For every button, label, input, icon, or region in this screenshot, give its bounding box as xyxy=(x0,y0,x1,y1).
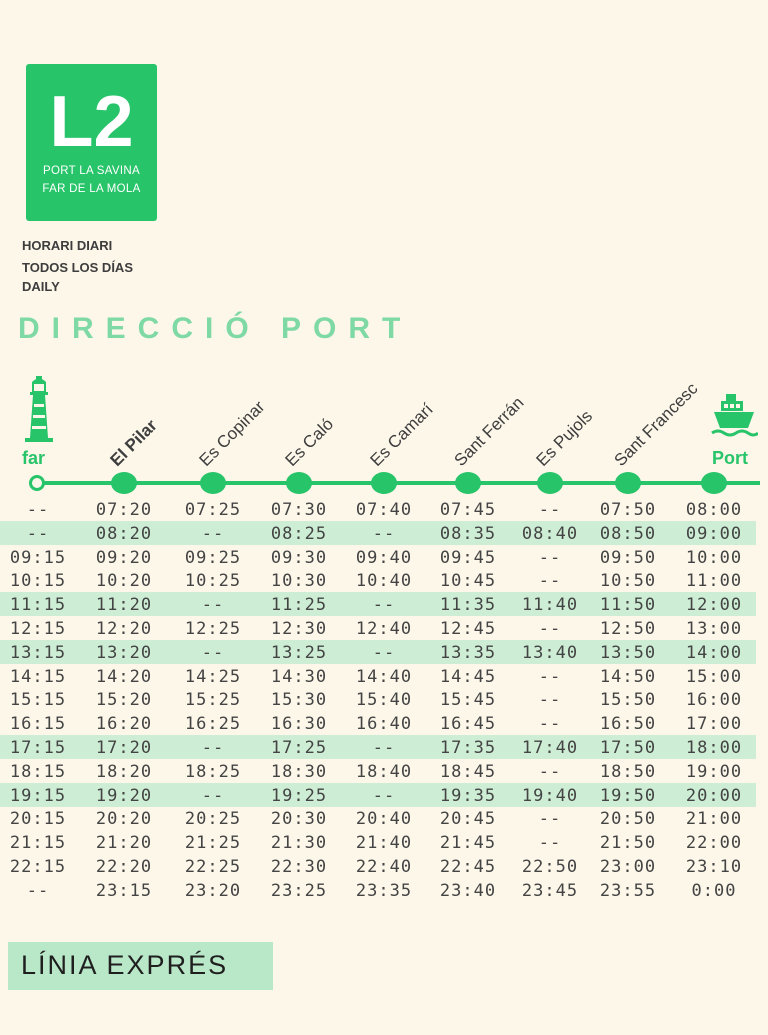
time-cell: 13:25 xyxy=(270,642,328,663)
time-cell: 20:00 xyxy=(685,785,743,806)
time-cell: 07:30 xyxy=(270,500,328,520)
time-cell: 11:25 xyxy=(270,595,328,616)
time-cell: 17:20 xyxy=(95,738,153,758)
time-cell: 10:30 xyxy=(270,571,328,592)
time-cell: 18:20 xyxy=(95,761,153,782)
time-cell: 17:00 xyxy=(685,714,743,735)
time-cell: 09:40 xyxy=(355,547,413,568)
time-cell: 21:45 xyxy=(439,833,497,854)
time-cell: 09:20 xyxy=(95,547,153,568)
express-line-label: LÍNIA EXPRÉS xyxy=(21,950,229,980)
time-cell: -- xyxy=(538,809,562,830)
time-cell: 19:25 xyxy=(270,785,328,806)
time-cell: -- xyxy=(26,500,50,520)
time-cell: 20:40 xyxy=(355,809,413,830)
stop-dot xyxy=(200,472,226,494)
time-cell: 20:20 xyxy=(95,809,153,830)
time-cell: 14:30 xyxy=(270,666,328,687)
time-cell: 20:30 xyxy=(270,809,328,830)
time-cell: 10:15 xyxy=(9,571,67,592)
time-cell: 18:50 xyxy=(599,761,657,782)
time-cell: 23:45 xyxy=(521,880,579,901)
time-cell: 18:00 xyxy=(685,738,743,758)
time-cell: 0:00 xyxy=(691,880,737,901)
stop-label-es-caló: Es Caló xyxy=(281,414,338,470)
time-cell: 16:00 xyxy=(685,690,743,711)
stop-label-es-copinar: Es Copinar xyxy=(195,397,269,470)
time-cell: 10:00 xyxy=(685,547,743,568)
time-cell: 16:25 xyxy=(184,714,242,735)
time-cell: 22:15 xyxy=(9,857,67,877)
time-cell: 13:20 xyxy=(95,642,153,663)
time-cell: 17:40 xyxy=(521,738,579,758)
time-cell: 17:15 xyxy=(9,738,67,758)
time-cell: 19:00 xyxy=(685,761,743,782)
time-cell: 12:50 xyxy=(599,619,657,639)
stop-dot xyxy=(286,472,312,494)
time-cell: 21:30 xyxy=(270,833,328,854)
time-cell: 09:45 xyxy=(439,547,497,568)
time-cell: 15:00 xyxy=(685,666,743,687)
time-cell: 09:25 xyxy=(184,547,242,568)
time-cell: -- xyxy=(372,785,396,806)
schedule-label-en: DAILY xyxy=(22,279,60,294)
ship-icon xyxy=(710,392,758,440)
time-cell: -- xyxy=(538,714,562,735)
stop-dot xyxy=(701,472,727,494)
time-cell: 21:40 xyxy=(355,833,413,854)
time-cell: 11:20 xyxy=(95,595,153,616)
time-cell: -- xyxy=(26,523,50,544)
time-cell: -- xyxy=(538,666,562,687)
time-cell: 07:50 xyxy=(599,500,657,520)
time-cell: 15:40 xyxy=(355,690,413,711)
time-cell: 22:30 xyxy=(270,857,328,877)
time-cell: 22:20 xyxy=(95,857,153,877)
time-cell: 11:50 xyxy=(599,595,657,616)
time-cell: 07:40 xyxy=(355,500,413,520)
time-cell: 12:45 xyxy=(439,619,497,639)
time-cell: 10:25 xyxy=(184,571,242,592)
time-cell: 19:35 xyxy=(439,785,497,806)
time-cell: 08:50 xyxy=(599,523,657,544)
route-name-line1: PORT LA SAVINA xyxy=(43,165,140,177)
time-cell: 07:20 xyxy=(95,500,153,520)
time-cell: 17:50 xyxy=(599,738,657,758)
time-cell: -- xyxy=(538,690,562,711)
time-cell: 14:45 xyxy=(439,666,497,687)
time-cell: 15:20 xyxy=(95,690,153,711)
lighthouse-icon xyxy=(22,374,56,444)
time-cell: 14:00 xyxy=(685,642,743,663)
stop-label-es-camarí: Es Camarí xyxy=(366,399,437,470)
stop-label-el-pilar: El Pilar xyxy=(106,415,161,470)
time-cell: 11:40 xyxy=(521,595,579,616)
time-cell: -- xyxy=(372,523,396,544)
time-cell: -- xyxy=(538,833,562,854)
time-cell: 10:40 xyxy=(355,571,413,592)
time-cell: 16:30 xyxy=(270,714,328,735)
stop-label-sant-ferrán: Sant Ferrán xyxy=(450,393,528,470)
time-cell: 15:15 xyxy=(9,690,67,711)
time-cell: 13:35 xyxy=(439,642,497,663)
time-cell: 08:00 xyxy=(685,500,743,520)
time-cell: 15:30 xyxy=(270,690,328,711)
time-cell: 23:10 xyxy=(685,857,743,877)
time-cell: 08:40 xyxy=(521,523,579,544)
time-cell: 18:45 xyxy=(439,761,497,782)
stop-dot xyxy=(615,472,641,494)
time-cell: 21:50 xyxy=(599,833,657,854)
time-cell: 19:40 xyxy=(521,785,579,806)
time-cell: -- xyxy=(201,642,225,663)
time-cell: 10:45 xyxy=(439,571,497,592)
stop-label-sant-francesc: Sant Francesc xyxy=(610,379,702,470)
time-cell: 20:50 xyxy=(599,809,657,830)
time-cell: 19:50 xyxy=(599,785,657,806)
time-cell: 10:20 xyxy=(95,571,153,592)
time-cell: 22:45 xyxy=(439,857,497,877)
time-cell: 16:50 xyxy=(599,714,657,735)
time-cell: 12:30 xyxy=(270,619,328,639)
time-cell: -- xyxy=(201,785,225,806)
time-cell: 12:15 xyxy=(9,619,67,639)
time-cell: -- xyxy=(538,547,562,568)
time-cell: 21:25 xyxy=(184,833,242,854)
line-badge xyxy=(26,64,157,221)
time-cell: 22:00 xyxy=(685,833,743,854)
time-cell: 09:30 xyxy=(270,547,328,568)
time-cell: -- xyxy=(538,500,562,520)
time-cell: 09:15 xyxy=(9,547,67,568)
time-cell: 17:25 xyxy=(270,738,328,758)
time-cell: 11:15 xyxy=(9,595,67,616)
time-cell: 13:15 xyxy=(9,642,67,663)
time-cell: -- xyxy=(201,523,225,544)
time-cell: 21:20 xyxy=(95,833,153,854)
start-terminal-label: far xyxy=(22,448,46,468)
time-cell: 13:00 xyxy=(685,619,743,639)
time-cell: -- xyxy=(372,738,396,758)
time-cell: 15:45 xyxy=(439,690,497,711)
schedule-label-es: TODOS LOS DÍAS xyxy=(22,260,133,275)
time-cell: -- xyxy=(538,761,562,782)
time-cell: 13:50 xyxy=(599,642,657,663)
time-cell: 18:25 xyxy=(184,761,242,782)
time-cell: 15:25 xyxy=(184,690,242,711)
time-cell: 14:15 xyxy=(9,666,67,687)
time-cell: 23:15 xyxy=(95,880,153,901)
time-cell: 18:15 xyxy=(9,761,67,782)
time-cell: 16:15 xyxy=(9,714,67,735)
time-cell: 09:00 xyxy=(685,523,743,544)
time-cell: 23:40 xyxy=(439,880,497,901)
time-cell: 23:20 xyxy=(184,880,242,901)
time-cell: 07:45 xyxy=(439,500,497,520)
time-cell: 12:25 xyxy=(184,619,242,639)
time-cell: 19:15 xyxy=(9,785,67,806)
stop-dot xyxy=(455,472,481,494)
time-cell: 15:50 xyxy=(599,690,657,711)
time-cell: 20:25 xyxy=(184,809,242,830)
time-cell: -- xyxy=(201,595,225,616)
schedule-label-ca: HORARI DIARI xyxy=(22,238,113,253)
route-start-marker xyxy=(29,475,45,491)
time-cell: 08:35 xyxy=(439,523,497,544)
time-cell: 22:50 xyxy=(521,857,579,877)
stop-dot xyxy=(537,472,563,494)
time-cell: 16:45 xyxy=(439,714,497,735)
time-cell: 18:30 xyxy=(270,761,328,782)
express-line-banner xyxy=(8,942,273,990)
time-cell: 23:35 xyxy=(355,880,413,901)
end-terminal-label: Port xyxy=(712,448,748,468)
time-cell: 12:20 xyxy=(95,619,153,639)
time-cell: -- xyxy=(372,595,396,616)
time-cell: 14:40 xyxy=(355,666,413,687)
time-cell: 22:25 xyxy=(184,857,242,877)
time-cell: 12:00 xyxy=(685,595,743,616)
route-name-line2: FAR DE LA MOLA xyxy=(42,183,141,195)
time-cell: 23:55 xyxy=(599,880,657,901)
time-cell: 21:15 xyxy=(9,833,67,854)
time-cell: 13:40 xyxy=(521,642,579,663)
time-cell: 23:00 xyxy=(599,857,657,877)
time-cell: 11:00 xyxy=(685,571,743,592)
time-cell: -- xyxy=(538,571,562,592)
time-cell: 14:25 xyxy=(184,666,242,687)
time-cell: -- xyxy=(372,642,396,663)
time-cell: -- xyxy=(26,880,50,901)
time-cell: 18:40 xyxy=(355,761,413,782)
time-cell: 17:35 xyxy=(439,738,497,758)
stop-label-es-pujols: Es Pujols xyxy=(532,406,597,470)
time-cell: 16:40 xyxy=(355,714,413,735)
time-cell: 10:50 xyxy=(599,571,657,592)
time-cell: 07:25 xyxy=(184,500,242,520)
time-cell: 14:50 xyxy=(599,666,657,687)
line-code: L2 xyxy=(49,82,134,162)
stop-dot xyxy=(371,472,397,494)
time-cell: 08:20 xyxy=(95,523,153,544)
direction-title: DIRECCIÓ PORT xyxy=(18,312,413,345)
time-cell: 12:40 xyxy=(355,619,413,639)
time-cell: 16:20 xyxy=(95,714,153,735)
time-cell: 20:45 xyxy=(439,809,497,830)
time-cell: 21:00 xyxy=(685,809,743,830)
time-cell: 19:20 xyxy=(95,785,153,806)
stop-dot xyxy=(111,472,137,494)
time-cell: 20:15 xyxy=(9,809,67,830)
time-cell: -- xyxy=(201,738,225,758)
time-cell: 08:25 xyxy=(270,523,328,544)
time-cell: 09:50 xyxy=(599,547,657,568)
time-cell: 14:20 xyxy=(95,666,153,687)
time-cell: -- xyxy=(538,619,562,639)
time-cell: 11:35 xyxy=(439,595,497,616)
time-cell: 23:25 xyxy=(270,880,328,901)
time-cell: 22:40 xyxy=(355,857,413,877)
